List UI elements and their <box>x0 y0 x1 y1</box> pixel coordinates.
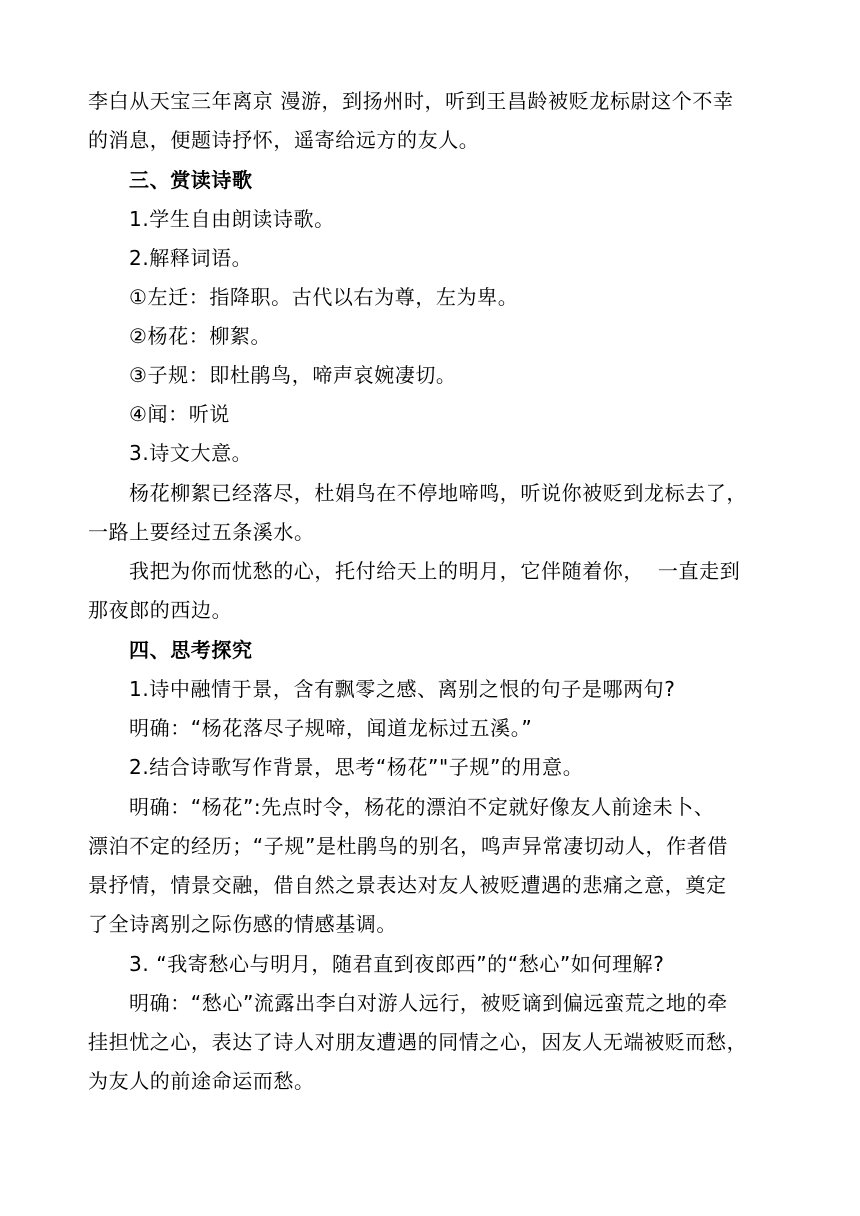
question: 2.结合诗歌写作背景，思考“杨花”"子规”的用意。 <box>129 755 584 779</box>
answer: 明确：“杨花”:先点时令，杨花的漂泊不定就好像友人前途未卜、 <box>129 795 715 819</box>
list-item: 1.学生自由朗读诗歌。 <box>129 207 335 231</box>
answer: 漂泊不定的经历；“子规”是杜鹃鸟的别名，鸣声异常凄切动人，作者借 <box>88 834 728 858</box>
question: 1.诗中融情于景，含有飘零之感、离别之恨的句子是哪两句? <box>129 677 676 701</box>
paragraph-line: 杨花柳絮已经落尽，杜娟鸟在不停地啼鸣，听说你被贬到龙标去了， <box>129 481 747 505</box>
list-item: 2.解释词语。 <box>129 246 253 270</box>
definition-item: ③子规：即杜鹃鸟，啼声哀婉凄切。 <box>129 363 457 387</box>
list-item: 3.诗文大意。 <box>129 441 253 465</box>
answer: 为友人的前途命运而愁。 <box>88 1069 315 1093</box>
section-heading: 四、思考探究 <box>129 638 253 662</box>
answer: 明确：“杨花落尽子规啼，闻道龙标过五溪。” <box>129 716 533 740</box>
answer: 了全诗离别之际伤感的情感基调。 <box>88 912 397 936</box>
answer: 明确：“愁心”流露出李白对游人远行，被贬谪到偏远蛮荒之地的牵 <box>129 991 728 1015</box>
answer: 景抒情，情景交融，借自然之景表达对友人被贬遭遇的悲痛之意，奠定 <box>88 873 727 897</box>
definition-item: ①左迁：指降职。古代以右为尊，左为卑。 <box>129 285 519 309</box>
paragraph-line: 那夜郎的西边。 <box>88 598 233 622</box>
answer: 挂担忧之心，表达了诗人对朋友遭遇的同情之心，因友人无端被贬而愁， <box>88 1030 748 1054</box>
definition-item: ②杨花：柳絮。 <box>129 324 272 348</box>
paragraph-line: 我把为你而忧愁的心，托付给天上的明月，它伴随着你， 一直走到 <box>129 559 741 583</box>
section-heading: 三、赏读诗歌 <box>129 168 253 192</box>
paragraph-line: 的消息，便题诗抒怀，遥寄给远方的友人。 <box>88 128 480 152</box>
paragraph-line: 李白从天宝三年离京 漫游，到扬州时，听到王昌龄被贬龙标尉这个不幸 <box>88 89 734 113</box>
paragraph-line: 一路上要经过五条溪水。 <box>88 520 315 544</box>
definition-item: ④闻：听说 <box>129 402 230 426</box>
question: 3. “我寄愁心与明月，随君直到夜郎西”的“愁心”如何理解? <box>129 952 665 976</box>
